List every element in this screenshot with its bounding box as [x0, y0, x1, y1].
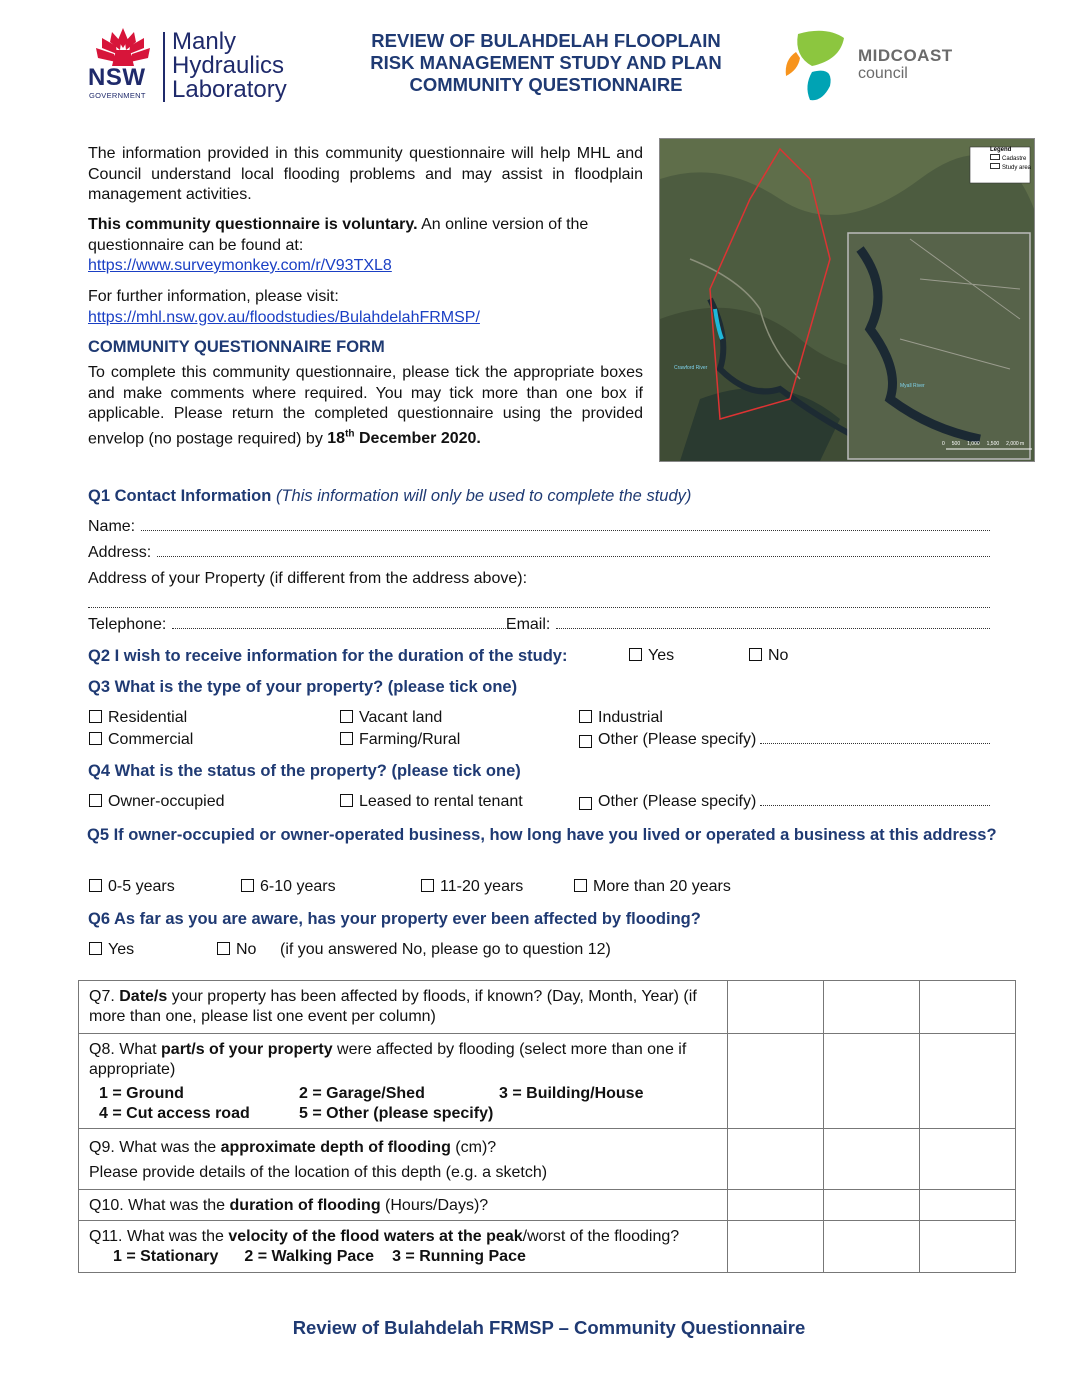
checkbox[interactable] — [89, 942, 102, 955]
mhl-line-1: Manly — [172, 28, 237, 55]
event-cell[interactable] — [824, 1034, 920, 1129]
checkbox[interactable] — [579, 797, 592, 810]
nsw-government-logo — [88, 26, 160, 102]
q3-label: Q3 What is the type of your property? (please tick one) — [88, 678, 518, 696]
midcoast-council-logo — [782, 26, 962, 104]
voluntary-statement: This community questionnaire is voluntary. — [88, 216, 418, 233]
checkbox[interactable] — [579, 735, 592, 748]
deadline-day: 18 — [327, 429, 346, 447]
title-line-3: COMMUNITY QUESTIONNAIRE — [409, 74, 683, 95]
name-row — [88, 518, 990, 536]
table-row-q7 — [79, 981, 1016, 1034]
instructions-text: To complete this community questionnaire, please tick the appropriate boxes and make comments where required. You may tick more than one box if applicable. Please return the completed questionnaire using the provided envelop (no postage required) by — [88, 364, 643, 447]
q5-label: Q5 If owner-occupied or owner-operated business, how long have you lived or operated a business at this address? — [87, 826, 997, 844]
event-cell[interactable] — [920, 1129, 1016, 1190]
checkbox[interactable] — [217, 942, 230, 955]
title-line-2: RISK MANAGEMENT STUDY AND PLAN — [370, 52, 722, 73]
q2-option-no[interactable]: No — [749, 647, 788, 665]
q6-skip-note: (if you answered No, please go to question 12) — [280, 941, 611, 958]
email-label: Email: — [505, 616, 551, 633]
q5-option-0-5[interactable]: 0-5 years — [89, 878, 175, 896]
event-cell[interactable] — [728, 1190, 824, 1221]
q2-label: Q2 I wish to receive information for the duration of the study: — [88, 647, 568, 665]
event-cell[interactable] — [824, 1221, 920, 1273]
intro-paragraph-3 — [88, 287, 643, 328]
q2-option-yes[interactable]: Yes — [629, 647, 674, 665]
midcoast-leaf-icon — [782, 26, 852, 104]
q6-option-yes[interactable]: Yes — [89, 941, 134, 959]
study-area-map — [659, 138, 1035, 462]
checkbox[interactable] — [241, 879, 254, 892]
page-footer: Review of Bulahdelah FRMSP – Community Questionnaire — [292, 1317, 806, 1338]
aerial-map-image — [660, 139, 1034, 461]
map-legend — [990, 146, 1034, 172]
mhl-line-3: Laboratory — [172, 76, 287, 103]
q5-option-6-10[interactable]: 6-10 years — [241, 878, 336, 896]
q7-question: Q7. Date/s your property has been affected by floods, if known? (Day, Month, Year) (if more than one, please list one event per column) — [79, 981, 728, 1034]
q4-option-leased[interactable]: Leased to rental tenant — [340, 793, 523, 811]
form-heading: COMMUNITY QUESTIONNAIRE FORM — [88, 338, 385, 356]
q3-option-residential[interactable]: Residential — [89, 709, 187, 727]
logo-divider — [163, 32, 165, 102]
nsw-logo-text: NSW — [88, 64, 146, 91]
table-row-q10 — [79, 1190, 1016, 1221]
property-address-field[interactable] — [88, 595, 990, 608]
map-label-crawford: Crawford River — [674, 365, 708, 371]
map-label-myall: Myall River — [900, 383, 925, 389]
online-version-text: An online version of the questionnaire can be found at: — [88, 216, 589, 254]
checkbox[interactable] — [340, 732, 353, 745]
checkbox[interactable] — [574, 879, 587, 892]
event-cell[interactable] — [728, 1129, 824, 1190]
checkbox[interactable] — [89, 879, 102, 892]
mhl-study-link[interactable]: https://mhl.nsw.gov.au/floodstudies/BulahdelahFRMSP/ — [88, 308, 480, 326]
checkbox[interactable] — [89, 794, 102, 807]
q3-option-other[interactable]: Other (Please specify) — [579, 731, 990, 749]
q3-option-vacant-land[interactable]: Vacant land — [340, 709, 442, 727]
event-cell[interactable] — [824, 1129, 920, 1190]
q8-scale: 1 = Ground 2 = Garage/Shed 3 = Building/House 4 = Cut access road 5 = Other (please specify) — [99, 1085, 644, 1122]
event-cell[interactable] — [920, 1190, 1016, 1221]
nsw-logo-subtext: GOVERNMENT — [89, 91, 146, 100]
q11-question: Q11. What was the velocity of the flood waters at the peak/worst of the flooding? 1 = Stationary 2 = Walking Pace 3 = Running Pace — [79, 1221, 728, 1273]
event-cell[interactable] — [920, 1221, 1016, 1273]
legend-title: Legend — [990, 147, 1012, 153]
q3-option-commercial[interactable]: Commercial — [89, 731, 193, 749]
checkbox[interactable] — [749, 648, 762, 661]
intro-paragraph-1: The information provided in this community questionnaire will help MHL and Council understand local flooding problems and may assist in floodplain management activities. — [88, 145, 643, 203]
checkbox[interactable] — [340, 710, 353, 723]
address-field[interactable] — [157, 544, 990, 557]
q1-note: (This information will only be used to complete the study) — [275, 487, 692, 505]
q1-label: Q1 Contact Information — [88, 487, 272, 505]
address-label: Address: — [88, 544, 152, 561]
checkbox[interactable] — [629, 648, 642, 661]
map-scale-bar: 0 500 1,000 1,500 2,000 m — [942, 441, 1025, 447]
q5-option-11-20[interactable]: 11-20 years — [421, 878, 523, 896]
event-cell[interactable] — [728, 1034, 824, 1129]
waratah-icon — [90, 26, 156, 68]
property-address-label: Address of your Property (if different from the address above): — [88, 570, 528, 587]
name-label: Name: — [88, 518, 136, 535]
q3-option-industrial[interactable]: Industrial — [579, 709, 663, 727]
q5-option-20-plus[interactable]: More than 20 years — [574, 878, 731, 896]
q4-option-owner[interactable]: Owner-occupied — [89, 793, 225, 811]
checkbox[interactable] — [89, 710, 102, 723]
telephone-field[interactable] — [172, 616, 506, 629]
event-cell[interactable] — [728, 1221, 824, 1273]
event-cell[interactable] — [920, 981, 1016, 1034]
title-line-1: REVIEW OF BULAHDELAH FLOOPLAIN — [371, 30, 721, 51]
event-cell[interactable] — [920, 1034, 1016, 1129]
mhl-line-2: Hydraulics — [172, 52, 285, 79]
q4-label: Q4 What is the status of the property? (please tick one) — [88, 762, 521, 780]
name-field[interactable] — [141, 518, 990, 531]
q4-other-field[interactable] — [760, 793, 990, 806]
deadline-month: December — [358, 429, 437, 447]
q6-option-no[interactable]: No — [217, 941, 256, 959]
event-cell[interactable] — [824, 1190, 920, 1221]
instructions-paragraph — [88, 363, 643, 449]
deadline-year: 2020. — [440, 429, 481, 447]
q1-heading — [88, 487, 691, 506]
legend-item: Cadastre — [990, 154, 1034, 163]
q3-other-field[interactable] — [760, 731, 990, 744]
event-cell[interactable] — [728, 981, 824, 1034]
midcoast-name: MIDCOAST — [858, 46, 953, 65]
mhl-logo-text — [172, 30, 287, 102]
address-row — [88, 544, 990, 562]
deadline-day-suffix: th — [345, 428, 355, 440]
further-info-text: For further information, please visit: — [88, 288, 339, 305]
document-title — [340, 30, 752, 96]
telephone-label: Telephone: — [88, 616, 167, 633]
q4-option-other[interactable]: Other (Please specify) — [579, 793, 990, 811]
checkbox[interactable] — [579, 710, 592, 723]
event-cell[interactable] — [824, 981, 920, 1034]
table-row-q8 — [79, 1034, 1016, 1129]
midcoast-sub: council — [858, 65, 908, 82]
checkbox[interactable] — [421, 879, 434, 892]
table-row-q9 — [79, 1129, 1016, 1190]
intro-paragraph-2 — [88, 215, 643, 277]
email-field[interactable] — [556, 616, 990, 629]
q6-label: Q6 As far as you are aware, has your property ever been affected by flooding? — [88, 910, 701, 928]
q8-question: Q8. What part/s of your property were affected by flooding (select more than one if appropriate) 1 = Ground 2 = Garage/Shed 3 = Building/House 4 = Cut access road 5 = Other (please specify) — [79, 1034, 728, 1129]
checkbox[interactable] — [89, 732, 102, 745]
telephone-email-row — [88, 616, 990, 634]
q10-question: Q10. What was the duration of flooding (Hours/Days)? — [79, 1190, 728, 1221]
q9-question: Q9. What was the approximate depth of flooding (cm)? Please provide details of the location of this depth (e.g. a sketch) — [79, 1129, 728, 1190]
surveymonkey-link[interactable]: https://www.surveymonkey.com/r/V93TXL8 — [88, 257, 392, 274]
q3-option-farming[interactable]: Farming/Rural — [340, 731, 460, 749]
flood-events-table — [78, 980, 1016, 1273]
checkbox[interactable] — [340, 794, 353, 807]
table-row-q11 — [79, 1221, 1016, 1273]
legend-item: Study area — [990, 163, 1034, 172]
